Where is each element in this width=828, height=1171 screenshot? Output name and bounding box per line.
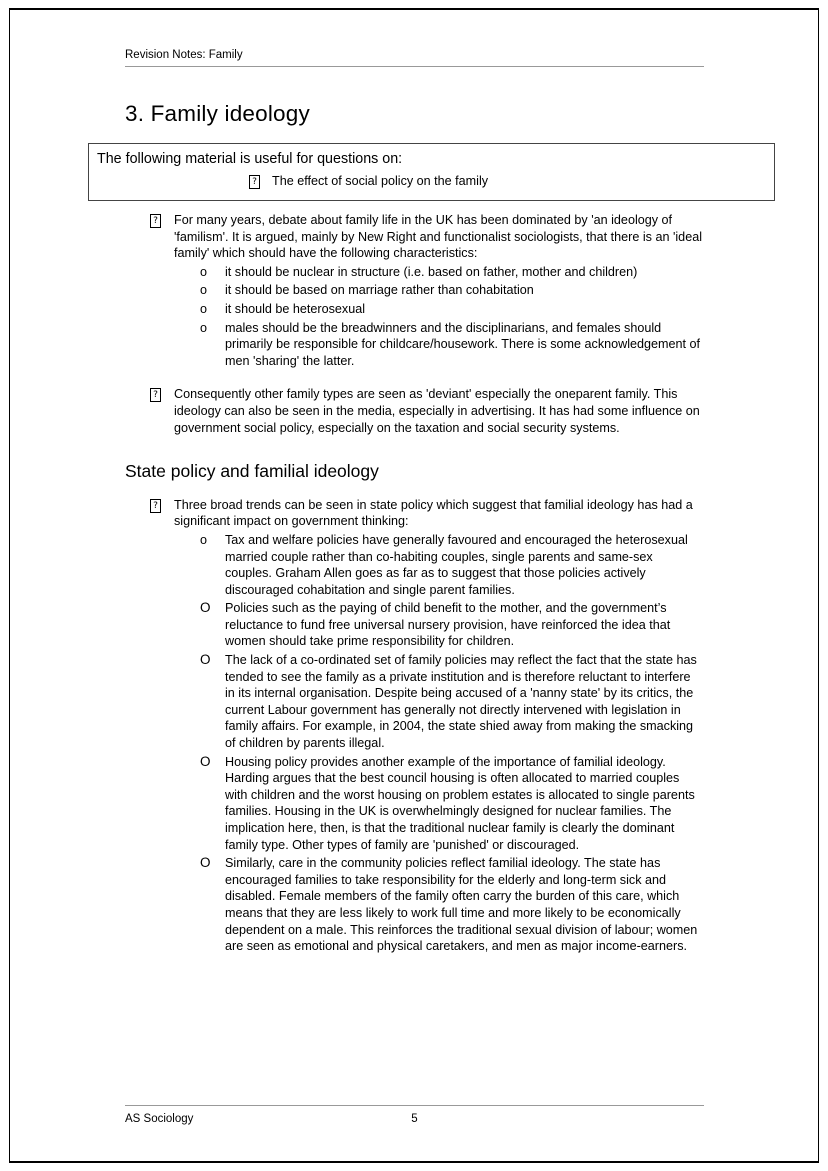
bullet-text: Consequently other family types are seen as 'deviant' especially the oneparent family. This ideology can also be seen in the media, especially in advertising. It has had some influence on government social policy, especially on the taxation and social security systems. [174, 387, 700, 435]
bullet-text: Tax and welfare policies have generally favoured and encouraged the heterosexual married couple rather than co-habiting couples, single parents and same-sex couples. Graham Allen goes as far as to suggest that those policies actively discouraged cohabitation and single parent families. [225, 532, 688, 597]
missing-glyph-bullet-icon: ? [150, 499, 161, 513]
section-heading: State policy and familial ideology [125, 461, 379, 482]
header-text: Revision Notes: Family [125, 49, 243, 61]
bullet-text: Policies such as the paying of child benefit to the mother, and the government’s reluctance to fund free universal nursery provision, have reinforced the idea that women should take prime responsibility for children. [225, 601, 671, 649]
circle-bullet-icon: o [200, 264, 208, 279]
sub-bullet-item [200, 600, 708, 650]
bullet-item [150, 497, 708, 530]
sub-bullet-item [200, 264, 708, 281]
sub-bullet-item [200, 855, 708, 955]
document-body [125, 212, 708, 955]
circle-bullet-icon: o [200, 532, 208, 547]
bullet-item [150, 386, 708, 436]
info-box-item [249, 173, 766, 189]
bullet-text: The lack of a co-ordinated set of family policies may reflect the fact that the state has tended to see the family as a private institution and is therefore reluctant to interfere in its internal organisation. Despite being accused of a 'nanny state' by its critics, the current Labour government has generally not directly intervened with legislation in family affairs. For example, in 2004, the state shied away from making the smacking of children by parents illegal. [225, 653, 697, 751]
bullet-item [150, 212, 708, 262]
bullet-text: it should be based on marriage rather than cohabitation [225, 283, 534, 298]
page-title: 3. Family ideology [125, 101, 310, 126]
bullet-text: it should be heterosexual [225, 301, 366, 316]
sub-bullet-item [200, 301, 708, 318]
sub-bullet-item [200, 282, 708, 299]
circle-bullet-icon: o [200, 301, 208, 316]
sub-bullet-item [200, 652, 708, 752]
bullet-text: males should be the breadwinners and the disciplinarians, and females should primarily be responsible for childcare/housework. There is some acknowledgement of men 'sharing' the latter. [225, 320, 701, 368]
info-box-item-text: The effect of social policy on the family [272, 174, 489, 188]
bullet-text: it should be nuclear in structure (i.e. based on father, mother and children) [225, 264, 638, 279]
sub-bullet-item [200, 320, 708, 370]
page-footer [125, 1105, 704, 1125]
bullet-text: Similarly, care in the community policies reflect familial ideology. The state has encouraged families to take responsibility for the elderly and long-term sick and disabled. Female members of the family often carry the burden of this care, which means that they are less likely to work full time and more likely to be economically dependent on a male. This reinforces the traditional sexual division of labour; women are seen as emotional and physical caretakers, and men as major income-earners. [225, 856, 698, 954]
bullet-text: Three broad trends can be seen in state policy which suggest that familial ideology has had a significant impact on government thinking: [174, 497, 693, 529]
footer-left-text: AS Sociology [125, 1113, 194, 1125]
circle-bullet-icon: O [200, 855, 211, 871]
page-number: 5 [411, 1113, 418, 1125]
circle-bullet-icon: O [200, 652, 211, 668]
bullet-text: For many years, debate about family life in the UK has been dominated by 'an ideology of 'familism'. It is argued, mainly by New Right and functionalist sociologists, that there is an 'ideal family' which should have the following characteristics: [174, 213, 702, 261]
circle-bullet-icon: O [200, 600, 211, 616]
info-box-intro: The following material is useful for questions on: [97, 151, 403, 167]
circle-bullet-icon: o [200, 320, 208, 335]
sub-bullet-item [200, 754, 708, 854]
circle-bullet-icon: o [200, 283, 208, 298]
sub-bullet-item [200, 532, 708, 598]
bullet-text: Housing policy provides another example of the importance of familial ideology. Harding argues that the best council housing is often allocated to married couples with children and the worst housing on problem estates is allocated to single parents families. Housing in the UK is overwhelmingly designed for nuclear families. The implication here, then, is that the traditional nuclear family is clearly the dominant family type. Other types of family are 'punished' or discouraged. [225, 754, 695, 852]
page-header [125, 49, 704, 67]
info-box [88, 143, 775, 201]
missing-glyph-bullet-icon: ? [150, 388, 161, 402]
missing-glyph-bullet-icon: ? [249, 175, 260, 189]
missing-glyph-bullet-icon: ? [150, 214, 161, 228]
circle-bullet-icon: O [200, 753, 211, 769]
